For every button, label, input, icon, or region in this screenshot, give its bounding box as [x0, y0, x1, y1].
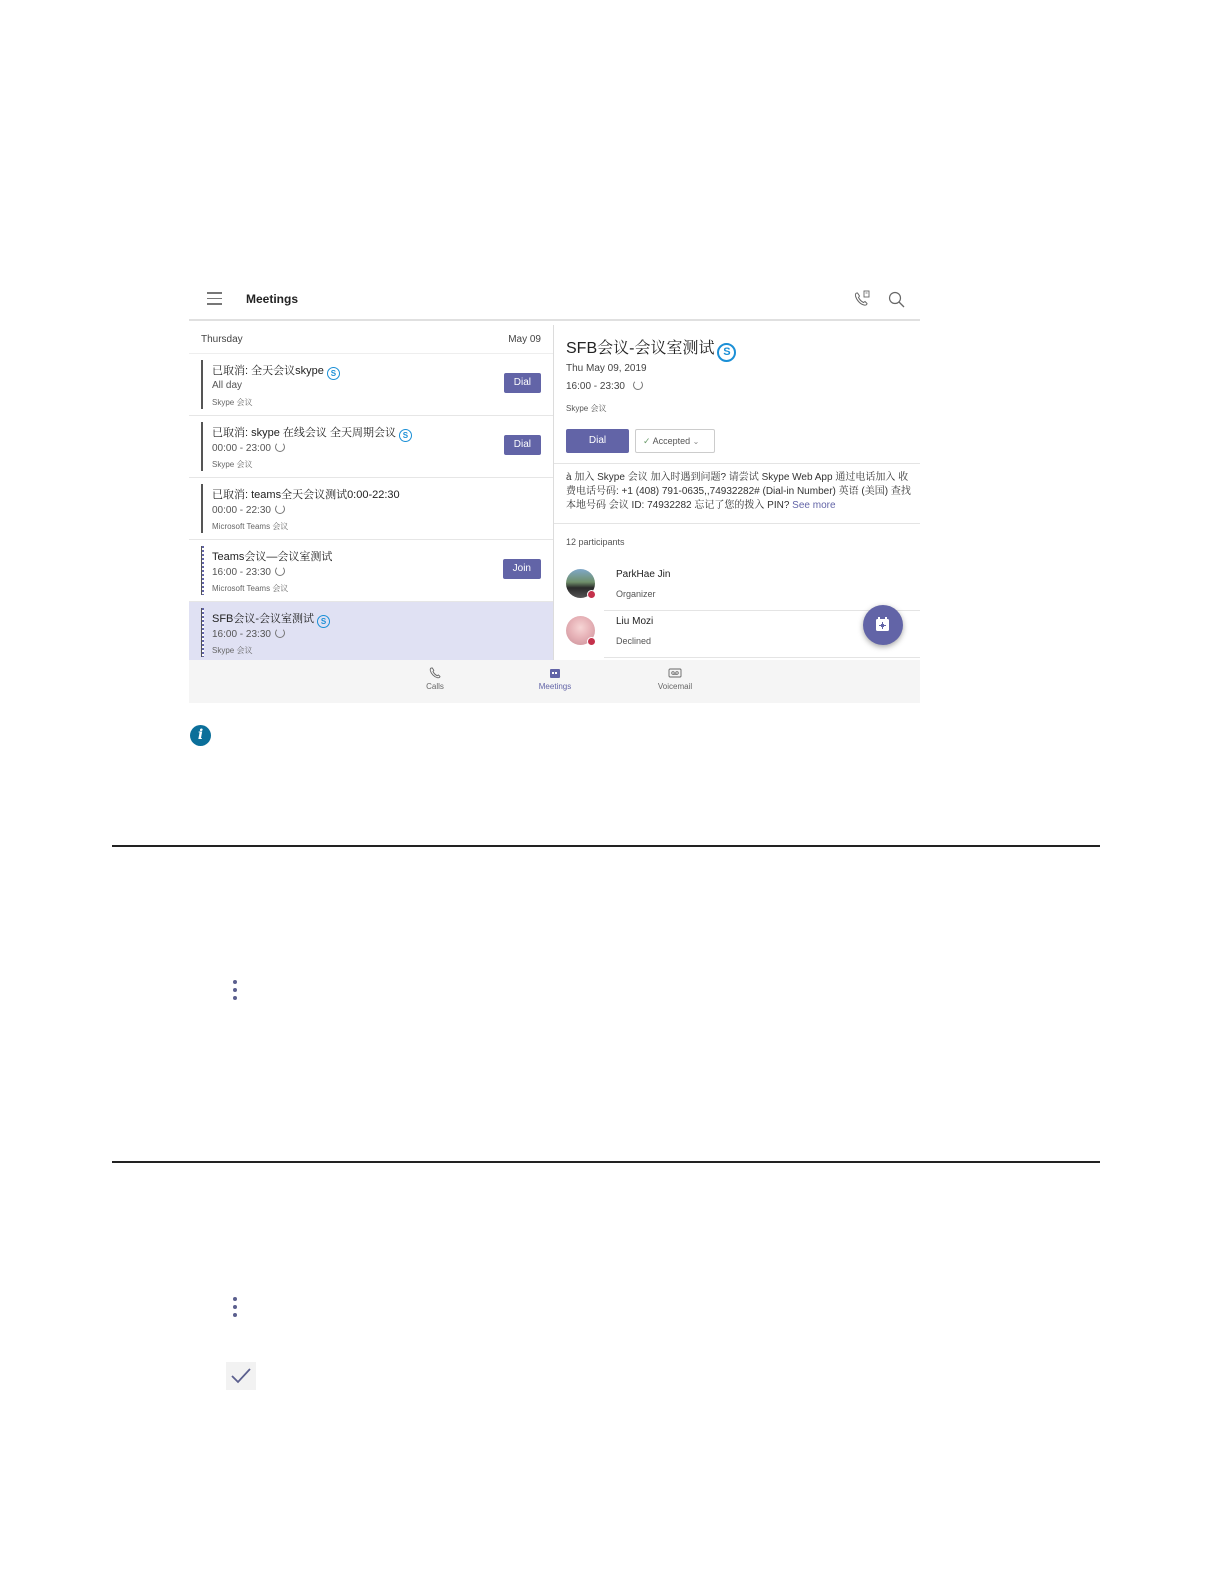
- meeting-title: 已取消: 全天会议skype: [212, 365, 324, 377]
- bottom-nav: [189, 660, 920, 703]
- voicemail-icon: [668, 667, 682, 679]
- meeting-status-bar: [201, 546, 204, 595]
- more-options-icon: [232, 1297, 238, 1319]
- detail-title: SFB会议-会议室测试: [566, 340, 715, 357]
- checkmark-icon: [226, 1362, 256, 1390]
- rsvp-label: Accepted: [652, 436, 691, 446]
- recurring-icon: [633, 380, 643, 390]
- check-icon: ✓: [643, 436, 651, 446]
- meeting-title: 已取消: teams全天会议测试0:00-22:30: [212, 489, 400, 501]
- new-meeting-fab[interactable]: [863, 605, 903, 645]
- recurring-icon: [275, 628, 285, 638]
- detail-time: 16:00 - 23:30: [566, 381, 625, 392]
- meeting-title: SFB会议-会议室测试: [212, 613, 315, 625]
- recurring-icon: [275, 504, 285, 514]
- meeting-type: Microsoft Teams 会议: [212, 522, 289, 531]
- hamburger-menu-icon[interactable]: [207, 292, 222, 306]
- see-more-link[interactable]: See more: [792, 500, 836, 511]
- meeting-row[interactable]: [189, 416, 553, 478]
- rsvp-dropdown[interactable]: [635, 429, 715, 453]
- top-bar: [189, 283, 920, 321]
- meeting-title: Teams会议—会议室测试: [212, 551, 333, 563]
- dial-button[interactable]: Dial: [504, 373, 541, 393]
- meeting-time: 00:00 - 23:00: [212, 443, 271, 454]
- detail-description: à 加入 Skype 会议 加入时遇到问题? 请尝试 Skype Web App 通过电话加入 收费电话号码: +1 (408) 791-0635,,74932282# (Dial-in Number) 英语 (美国) 查找本地号码 会议 ID: 74932282 忘记了您的拨入 PIN?: [566, 472, 911, 511]
- skype-icon: S: [317, 615, 330, 628]
- section-divider: [112, 845, 1100, 847]
- section-divider: [112, 1161, 1100, 1163]
- nav-calls[interactable]: [405, 667, 465, 691]
- participant-role: Declined: [616, 636, 652, 646]
- divider: [604, 657, 920, 658]
- date-label: May 09: [508, 334, 541, 345]
- participants-count: 12 participants: [566, 537, 625, 547]
- meeting-status-bar: [201, 360, 203, 409]
- meeting-row[interactable]: [189, 478, 553, 540]
- meeting-title: 已取消: skype 在线会议 全天周期会议: [212, 427, 396, 439]
- meeting-type: Skype 会议: [212, 460, 253, 469]
- search-icon[interactable]: [888, 291, 905, 308]
- participant-role: Organizer: [616, 589, 656, 599]
- page-title: Meetings: [246, 292, 299, 306]
- nav-meetings-label: Meetings: [538, 682, 572, 691]
- presence-busy-icon: [587, 590, 596, 599]
- phone-dialpad-icon[interactable]: [853, 290, 871, 308]
- skype-icon: S: [327, 367, 340, 380]
- recurring-icon: [275, 566, 285, 576]
- meeting-list: [189, 325, 554, 660]
- meeting-type: Skype 会议: [212, 398, 253, 407]
- divider: [554, 463, 920, 464]
- meeting-time: 16:00 - 23:30: [212, 567, 271, 578]
- meeting-time: 00:00 - 22:30: [212, 505, 271, 516]
- recurring-icon: [275, 442, 285, 452]
- phone-icon: [429, 667, 441, 679]
- skype-icon: S: [399, 429, 412, 442]
- meeting-type: Skype 会议: [212, 646, 253, 655]
- calendar-add-icon: [863, 605, 903, 645]
- nav-voicemail[interactable]: [645, 667, 705, 691]
- meeting-type: Microsoft Teams 会议: [212, 584, 289, 593]
- meeting-status-bar: [201, 608, 204, 657]
- meeting-status-bar: [201, 484, 203, 533]
- detail-date: Thu May 09, 2019: [566, 363, 647, 374]
- participant-name: Liu Mozi: [616, 616, 654, 627]
- nav-calls-label: Calls: [426, 682, 444, 691]
- meeting-row-selected[interactable]: [189, 602, 553, 660]
- meeting-time: All day: [212, 380, 243, 391]
- participant-name: ParkHae Jin: [616, 569, 671, 580]
- join-button[interactable]: Join: [503, 559, 541, 579]
- more-options-icon: [232, 980, 238, 1002]
- meetings-app-screenshot: [189, 283, 920, 703]
- nav-meetings[interactable]: [525, 667, 585, 691]
- dial-button[interactable]: Dial: [504, 435, 541, 455]
- meeting-row[interactable]: [189, 354, 553, 416]
- meeting-time: 16:00 - 23:30: [212, 629, 271, 640]
- divider: [554, 523, 920, 524]
- detail-dial-button[interactable]: Dial: [566, 429, 629, 453]
- meeting-row[interactable]: [189, 540, 553, 602]
- day-header: [189, 325, 553, 354]
- calendar-icon: [549, 667, 561, 679]
- day-label: Thursday: [201, 334, 243, 345]
- detail-type: Skype 会议: [566, 404, 607, 413]
- presence-busy-icon: [587, 637, 596, 646]
- chevron-down-icon: ⌄: [692, 437, 700, 446]
- info-icon: i: [190, 725, 211, 746]
- nav-voicemail-label: Voicemail: [657, 682, 693, 691]
- skype-icon: S: [717, 343, 736, 362]
- meeting-status-bar: [201, 422, 203, 471]
